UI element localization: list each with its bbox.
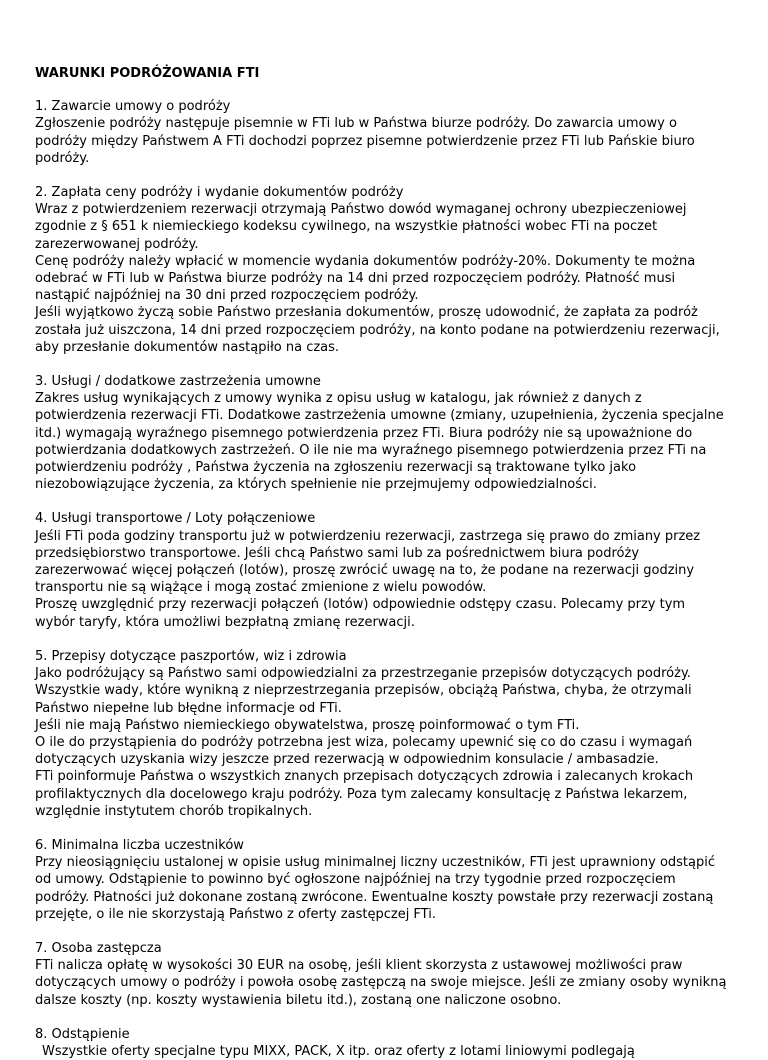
section-paragraph: Proszę uwzględnić przy rezerwacji połączeń (lotów) odpowiednie odstępy czasu. Polecamy przy tym wybór taryfy, która umożliwi bezpłatną zmianę rezerwacji. xyxy=(35,597,686,630)
section-4 xyxy=(35,510,728,630)
section-paragraph: O ile do przystąpienia do podróży potrzebna jest wiza, polecamy upewnić się co do czasu i wymagań dotyczących uzyskania wizy jeszcze przed rezerwacją w odpowiednim konsulacie / ambasadzie. xyxy=(35,734,693,768)
section-8 xyxy=(35,1026,728,1060)
section-paragraph: Zgłoszenie podróży następuje pisemnie w FTi lub w Państwa biurze podróży. Do zawarcia umowy o podróży między Państwem A FTi dochodzi poprzez pisemne potwierdzenie przez FTi lub Pańskie biuro podróży. xyxy=(35,116,695,166)
section-2 xyxy=(35,184,728,356)
section-7 xyxy=(35,940,728,1009)
section-heading: 4. Usługi transportowe / Loty połączeniowe xyxy=(35,511,316,527)
section-heading: 1. Zawarcie umowy o podróży xyxy=(35,99,231,115)
section-heading: 3. Usługi / dodatkowe zastrzeżenia umowne xyxy=(35,374,321,390)
section-paragraph: Wszystkie oferty specjalne typu MIXX, PACK, X itp. oraz oferty z lotami liniowymi podlegają xyxy=(42,1043,635,1059)
section-paragraph: Jako podróżujący są Państwo sami odpowiedzialni za przestrzeganie przepisów dotyczących podróży. Wszystkie wady, które wynikną z nieprzestrzegania przepisów, obciążą Państwa, chyba, że otrzymali Państwo niepełne lub błędne informacje od FTi. xyxy=(35,666,692,716)
section-heading: 6. Minimalna liczba uczestników xyxy=(35,837,244,853)
section-paragraph: Wraz z potwierdzeniem rezerwacji otrzymają Państwo dowód wymaganej ochrony ubezpieczeniowej zgodnie z § 651 k niemieckiego kodeksu cywilnego, na wszystkie płatności wobec FTi na poczet zarezerwowanej podróży. xyxy=(35,202,687,252)
section-heading: 8. Odstąpienie xyxy=(35,1026,130,1042)
section-1 xyxy=(35,98,728,167)
document-title: WARUNKI PODRÓŻOWANIA FTI xyxy=(35,66,260,81)
section-3 xyxy=(35,373,728,493)
section-paragraph: FTi poinformuje Państwa o wszystkich znanych przepisach dotyczących zdrowia i zalecanych krokach profilaktycznych dla docelowego kraju podróży. Poza tym zalecamy konsultację z Państwa lekarzem, względnie instytutem chorób tropikalnych. xyxy=(35,769,694,819)
section-paragraph: Przy nieosiągnięciu ustalonej w opisie usług minimalnej liczny uczestników, FTi jest uprawniony odstąpić od umowy. Odstąpienie to powinno być ogłoszone najpóźniej na trzy tygodnie przed rozpoczęciem podróży. Płatności już dokonane zostaną zwrócone. Ewentualne koszty powstałe przy rezerwacji zostaną przejęte, o ile nie skorzystają Państwo z oferty zastępczej FTi. xyxy=(35,855,715,922)
section-paragraph: Jeśli wyjątkowo życzą sobie Państwo przesłania dokumentów, proszę udowodnić, że zapłata za podróż została już uiszczona, 14 dni przed rozpoczęciem podróży, na konto podane na potwierdzeniu rezerwacji, aby przesłanie dokumentów nastąpiło na czas. xyxy=(35,305,720,355)
section-paragraph: FTi nalicza opłatę w wysokości 30 EUR na osobę, jeśli klient skorzysta z ustawowej możliwości praw dotyczących umowy o podróży i powoła osobę zastępczą na swoje miejsce. Jeśli ze zmiany osoby wynikną dalsze koszty (np. koszty wystawienia biletu itd.), zostaną one naliczone osobno. xyxy=(35,958,727,1008)
section-heading: 2. Zapłata ceny podróży i wydanie dokumentów podróży xyxy=(35,185,404,201)
section-paragraph: Jeśli nie mają Państwo niemieckiego obywatelstwa, proszę poinformować o tym FTi. xyxy=(35,717,580,733)
section-paragraph: Jeśli FTi poda godziny transportu już w potwierdzeniu rezerwacji, zastrzega się prawo do zmiany przez przedsiębiorstwo transportowe. Jeśli chcą Państwo sami lub za pośrednictwem biura podróży zarezerwować więcej połączeń (lotów), proszę zwrócić uwagę na to, że podane na rezerwacji godziny transportu nie są wiążące i mogą zostać zmienione z wielu powodów. xyxy=(35,528,701,596)
section-paragraph: Cenę podróży należy wpłacić w momencie wydania dokumentów podróży-20%. Dokumenty te można odebrać w FTi lub w Państwa biurze podróży na 14 dni przed rozpoczęciem podróży. Płatność musi nastąpić najpóźniej na 30 dni przed rozpoczęciem podróży. xyxy=(35,253,696,304)
section-heading: 7. Osoba zastępcza xyxy=(35,940,162,956)
section-heading: 5. Przepisy dotyczące paszportów, wiz i zdrowia xyxy=(35,648,347,664)
section-5 xyxy=(35,648,728,820)
section-6 xyxy=(35,837,728,923)
section-paragraph: Zakres usług wynikających z umowy wynika z opisu usług w katalogu, jak również z danych z potwierdzenia rezerwacji FTi. Dodatkowe zastrzeżenia umowne (zmiany, uzupełnienia, życzenia specjalne itd.) wymagają wyraźnego pisemnego potwierdzenia przez FTi. Biura podróży nie są upoważnione do potwierdzania dodatkowych zastrzeżeń. O ile nie ma wyraźnego pisemnego potwierdzenia przez FTi na potwierdzeniu podróży , Państwa życzenia na zgłoszeniu rezerwacji są traktowane tylko jako niezobowiązujące życzenia, za których spełnienie nie przejmujemy odpowiedzialności. xyxy=(35,391,724,493)
